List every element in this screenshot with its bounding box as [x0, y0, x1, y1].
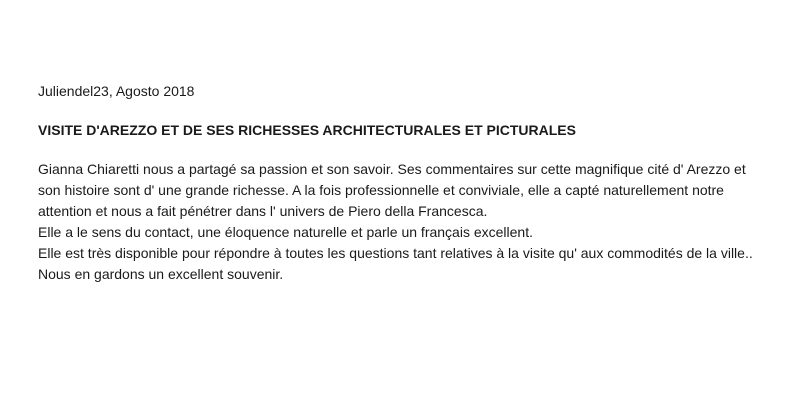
- review-body: [38, 159, 768, 285]
- review-paragraph: Nous en gardons un excellent souvenir.: [38, 266, 284, 282]
- review-paragraph: Elle est très disponible pour répondre à toutes les questions tant relatives à la visite qu' aux commodités de la ville..: [38, 245, 753, 261]
- review-title: VISITE D'AREZZO ET DE SES RICHESSES ARCHITECTURALES ET PICTURALES: [38, 122, 576, 138]
- review-author-date: Juliendel23, Agosto 2018: [38, 83, 195, 99]
- review-paragraph: Elle a le sens du contact, une éloquence naturelle et parle un français excellent.: [38, 224, 533, 240]
- review-paragraph: Gianna Chiaretti nous a partagé sa passion et son savoir. Ses commentaires sur cette magnifique cité d' Arezzo et son histoire sont d' une grande richesse. A la fois professionnelle et conviviale, elle a capté naturellement notre attention et nous a fait pénétrer dans l' univers de Piero della Francesca.: [38, 161, 746, 219]
